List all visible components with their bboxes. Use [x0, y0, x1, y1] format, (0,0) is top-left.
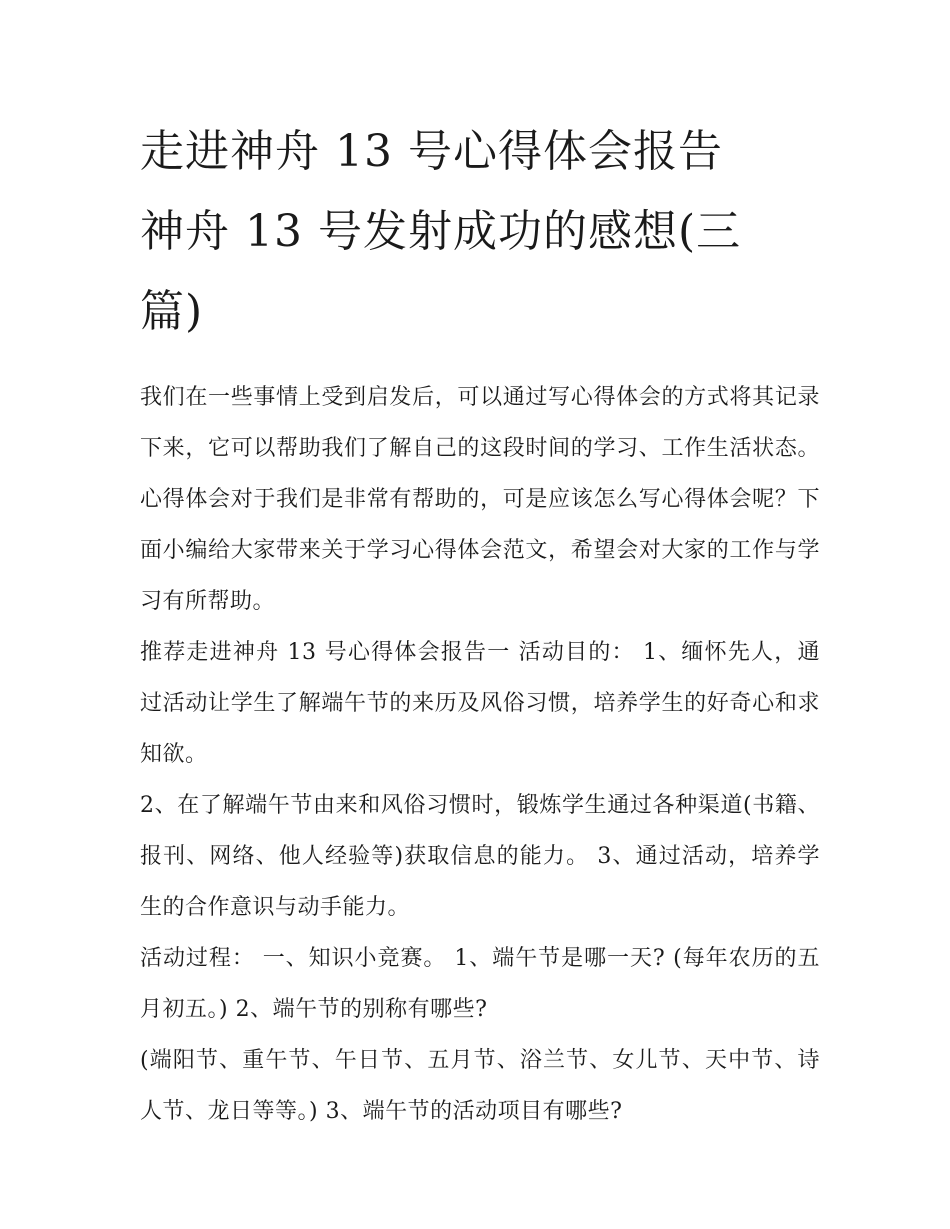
paragraph: 活动过程： 一、知识小竞赛。 1、端午节是哪一天? (每年农历的五月初五。) 2、端午节的别称有哪些? — [140, 946, 820, 1022]
title-line: 走进神舟 13 号心得体会报告 — [140, 126, 723, 177]
paragraph: 推荐走进神舟 13 号心得体会报告一 活动目的： 1、缅怀先人，通过活动让学生了解端午节的来历及风俗习惯，培养学生的好奇心和求知欲。 — [140, 640, 820, 767]
paragraph: 我们在一些事情上受到启发后，可以通过写心得体会的方式将其记录下来，它可以帮助我们了解自己的这段时间的学习、工作生活状态。心得体会对于我们是非常有帮助的，可是应该怎么写心得体会呢？下面小编给大家带来关于学习心得体会范文，希望会对大家的工作与学习有所帮助。 — [140, 385, 820, 614]
title-line: 篇) — [140, 286, 204, 337]
document-body — [140, 372, 820, 1137]
paragraph: 2、在了解端午节由来和风俗习惯时，锻炼学生通过各种渠道(书籍、报刊、网络、他人经验等)获取信息的能力。 3、通过活动，培养学生的合作意识与动手能力。 — [140, 793, 820, 920]
title-line: 神舟 13 号发射成功的感想(三 — [140, 206, 742, 257]
paragraph: (端阳节、重午节、午日节、五月节、浴兰节、女儿节、天中节、诗人节、龙日等等。) 3、端午节的活动项目有哪些? — [140, 1048, 820, 1124]
document-page — [140, 112, 820, 1137]
document-title — [140, 112, 820, 352]
